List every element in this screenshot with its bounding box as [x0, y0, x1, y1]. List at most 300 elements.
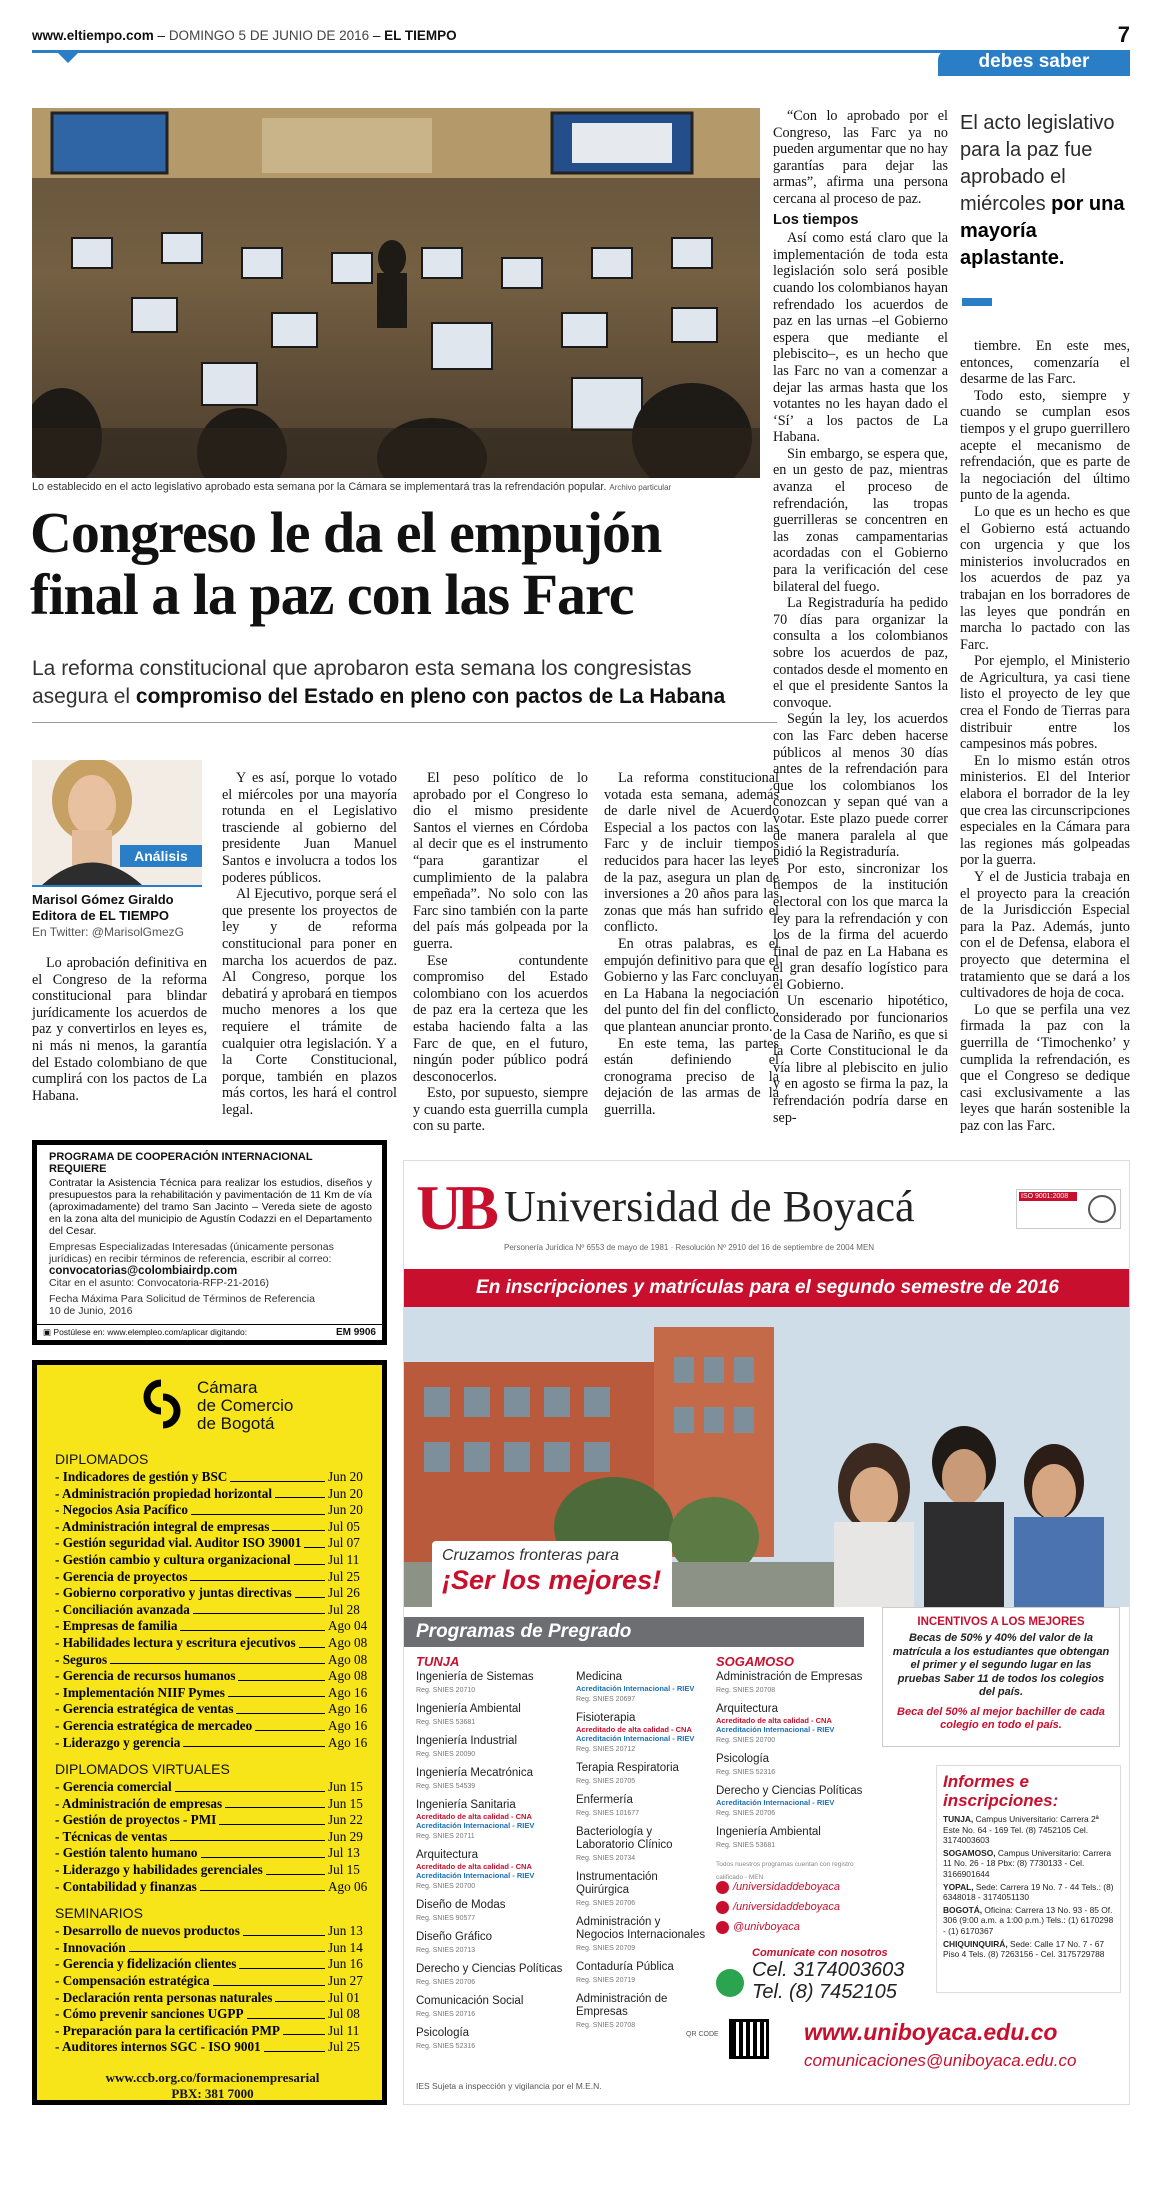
ccb-course-item[interactable]: [55, 1486, 370, 1503]
ccb-course-item[interactable]: [55, 1956, 370, 1973]
ub-program-name: Medicina: [576, 1671, 623, 1683]
section-tab: [938, 50, 1130, 76]
ub-program: [716, 1785, 876, 1820]
ccb-course-item[interactable]: [55, 1862, 370, 1879]
ub-program: [576, 1871, 706, 1910]
ub-program-reg: Reg. SNIES 54539: [416, 1783, 476, 1790]
ub-tel[interactable]: Tel. (8) 7452105: [752, 1981, 897, 2003]
uboyaca-ad: [403, 1160, 1130, 2105]
ub-info-detail: Oficina: Carrera 13 No. 93 - 85 Of. 306 (9:00 a.m. a 1:00 p.m.) Tels.: (1) 6170298 - (1) 6170367: [943, 1904, 1114, 1936]
header-pointer: [58, 53, 78, 63]
ccb-course-item[interactable]: [55, 1829, 370, 1846]
ccb-course-name: - Gestión cambio y cultura organizacional: [55, 1551, 291, 1567]
ub-info-detail: Campus Universitario: Carrera 11 No. 26 - 18 Pbx: (8) 7730133 - Cel. 3166901644: [943, 1847, 1112, 1879]
deck: [32, 655, 782, 711]
pull-quote-bar: [962, 298, 992, 306]
ccb-course-name: - Gerencia estratégica de mercadeo: [55, 1717, 253, 1733]
ccb-course-name: - Preparación para la certificación PMP: [55, 2022, 280, 2038]
ccb-course-name: - Negocios Asia Pacífico: [55, 1502, 188, 1518]
ub-tunja-list: [416, 1655, 566, 2059]
ub-info-detail: Sede: Calle 17 No. 7 - 67 Piso 4 Tels. (8) 7263156 - Cel. 3175729788: [943, 1938, 1105, 1960]
ub-program: [416, 1671, 566, 1697]
ub-program-name: Administración de Empresas: [576, 1993, 668, 2018]
ub-social-facebook[interactable]: [716, 1897, 926, 1917]
ccb-course-item[interactable]: [55, 1735, 370, 1752]
ub-cert-label: ISO 9001:2008: [1019, 1192, 1077, 1201]
author-role: Editora de EL TIEMPO: [32, 908, 170, 923]
classified-footer: [37, 1324, 382, 1340]
ccb-course-item[interactable]: [55, 1812, 370, 1829]
ub-social-twitter[interactable]: [716, 1917, 926, 1937]
ub-legal: Personería Jurídica Nº 6553 de mayo de 1981 · Resolución Nº 2910 del 16 de septiembre de 2004 MEN: [504, 1243, 875, 1252]
ccb-course-date: Ago 16: [328, 1701, 368, 1717]
ub-program-name: Arquitectura: [416, 1849, 479, 1861]
ccb-course-item[interactable]: [55, 1845, 370, 1862]
ccb-course-name: - Administración de empresas: [55, 1795, 223, 1811]
ccb-name-1: Cámara: [197, 1378, 258, 1397]
ccb-course-date: Jun 14: [328, 1939, 363, 1955]
ub-program-name: Diseño de Modas: [416, 1899, 506, 1911]
ccb-course-item[interactable]: [55, 2023, 370, 2040]
article-paragraph: Así como está claro que la implementación de toda esta legislación solo será posible cuando los colombianos hayan refrendado los acuerdos de paz en las urnas –el Gobierno espera que mediante el plebiscito–, es un hecho que las Farc no van a comenzar a dejar las armas hasta que los votantes no les hayan dado el ‘Sí’ a los pactos de La Habana.: [773, 230, 948, 446]
ub-program-reg: Reg. SNIES 90577: [416, 1915, 476, 1922]
ccb-course-date: Jul 01: [328, 1989, 360, 2005]
ub-program-reg: Reg. SNIES 20700: [716, 1737, 776, 1744]
ub-info-detail: Campus Universitario: Carrera 2ª Este No. 64 - 169 Tel. (8) 7452105 Cel. 3174003603: [943, 1814, 1099, 1846]
article-paragraph: tiembre. En este mes, entonces, comenzaría el desarme de las Farc.: [960, 338, 1130, 388]
ub-sogamoso-note: Todos nuestros programas cuentan con registro calificado - MEN: [716, 1861, 854, 1881]
ccb-course-item[interactable]: [55, 1879, 370, 1896]
ccb-course-name: - Auditores internos SGC - ISO 9001: [55, 2039, 261, 2055]
ub-qr: [729, 2019, 769, 2059]
ccb-pbx: PBX: 381 7000: [171, 2086, 254, 2101]
ccb-course-item[interactable]: [55, 2006, 370, 2023]
ub-program: [576, 1762, 706, 1788]
ccb-course-name: - Seguros: [55, 1651, 108, 1667]
ub-program-name: Enfermería: [576, 1794, 633, 1806]
ccb-course-name: - Innovación: [55, 1939, 126, 1955]
ub-program-reg: Reg. SNIES 20700: [416, 1883, 476, 1890]
ccb-course-date: Jul 26: [328, 1585, 360, 1601]
ub-info: [936, 1765, 1121, 1993]
ccb-section-title: DIPLOMADOS: [55, 1451, 149, 1467]
ccb-course-name: - Técnicas de ventas: [55, 1828, 168, 1844]
ccb-course-item[interactable]: [55, 1569, 370, 1586]
ccb-course-item[interactable]: [55, 1469, 370, 1486]
article-col-4: [604, 770, 779, 1118]
deck-line-2a: asegura el: [32, 685, 131, 708]
ccb-course-date: Ago 16: [328, 1684, 368, 1700]
ccb-course-date: Ago 06: [328, 1878, 368, 1894]
ccb-url[interactable]: www.ccb.org.co/formacionempresarial: [105, 2070, 320, 2085]
classified-email[interactable]: convocatorias@colombiairdp.com: [49, 1265, 238, 1277]
byline: [32, 892, 212, 940]
ub-incentives-1: Becas de 50% y 40% del valor de la matrícula a los estudiantes que obtengan el primer y el segundo lugar en las pruebas Saber 11 de todos los colegios del país.: [892, 1632, 1110, 1698]
article-paragraph: Y es así, porque lo votado el miércoles por una mayoría rotunda en el Legislativo trasciende al gobierno del presidente Juan Manuel Santos e involucra a todos los poderes públicos.: [222, 770, 397, 886]
ccb-course-list: [55, 1451, 370, 2056]
ub-program: [576, 1712, 706, 1756]
article-paragraph: En lo mismo están otros ministerios. El del Interior elabora el borrador de la ley que crea las circunscripciones especiales en la Cámara para las regiones más golpeadas por la guerra.: [960, 752, 1130, 869]
ccb-course-name: - Gestión seguridad vial. Auditor ISO 39001: [55, 1535, 302, 1551]
ub-info-city: TUNJA,: [943, 1814, 974, 1824]
ccb-course-item[interactable]: [55, 1701, 370, 1718]
ub-cert: [1016, 1189, 1121, 1229]
ub-info-item: [943, 1905, 1114, 1937]
ub-banner-text: En inscripciones y matrículas para el segundo semestre de 2016: [476, 1277, 1059, 1298]
ub-program: [716, 1703, 876, 1747]
issue-date: DOMINGO 5 DE JUNIO DE 2016: [168, 28, 370, 43]
ub-banner: [404, 1269, 1130, 1307]
ccb-course-date: Jul 08: [328, 2006, 360, 2022]
article-paragraph: Y el de Justicia trabaja en el proyecto para la creación de la Jurisdicción Especial para la Paz. Además, junto con el de Defensa, elabora el proyecto que determina el tratamiento que se dará a los cultivadores de hoja de coca.: [960, 869, 1130, 1002]
ccb-course-item[interactable]: [55, 1535, 370, 1552]
ccb-course-item[interactable]: [55, 1668, 370, 1685]
analysis-tag-label: Análisis: [134, 848, 188, 864]
article-col-1: [32, 955, 207, 1104]
ub-program-reg: Reg. SNIES 20090: [416, 1751, 476, 1758]
facebook-icon: [716, 1901, 729, 1914]
ub-program-name: Comunicación Social: [416, 1995, 524, 2007]
ub-sogamoso-list: [716, 1655, 876, 1884]
ub-program-name: Ingeniería Mecatrónica: [416, 1767, 533, 1779]
ccb-course-item[interactable]: [55, 2039, 370, 2056]
ub-program-reg: Reg. SNIES 20713: [416, 1947, 476, 1954]
classified-title: PROGRAMA DE COOPERACIÓN INTERNACIONAL REQUIERE: [49, 1151, 313, 1175]
ub-program: [576, 1916, 706, 1955]
ub-slogan-1: Cruzamos fronteras para: [442, 1547, 619, 1564]
ub-info-title-2: inscripciones:: [943, 1791, 1059, 1810]
ub-social-instagram-label: /universidaddeboyaca: [733, 1881, 841, 1893]
ub-program: [416, 1767, 566, 1793]
article-paragraph: Lo que se perfila una vez firmada la paz con la guerrilla de ‘Timochenko’ y cumplida la refrendación, es que el Congreso se dedique casi exclusivamente a las leyes que harán sostenible la paz con las Farc.: [960, 1001, 1130, 1134]
ub-qr-label: QR CODE: [686, 2031, 719, 2038]
ub-program-name: Ingeniería Ambiental: [716, 1826, 821, 1838]
ccb-course-item[interactable]: [55, 1940, 370, 1957]
ub-footer: IES Sujeta a inspección y vigilancia por el M.E.N.: [416, 2081, 602, 2091]
ub-program-accreditation: Acreditado de alta calidad - CNA: [716, 1716, 832, 1725]
paper-name: EL TIEMPO: [384, 28, 457, 43]
deck-line-2b: compromiso del Estado en pleno con pactos de La Habana: [135, 685, 726, 708]
ub-program-reg: Reg. SNIES 20705: [576, 1778, 636, 1785]
ccb-course-item[interactable]: [55, 1552, 370, 1569]
headline: [30, 502, 775, 626]
twitter-icon: [716, 1921, 729, 1934]
ub-web[interactable]: www.uniboyaca.edu.co: [804, 2019, 1058, 2045]
ccb-course-item[interactable]: [55, 1923, 370, 1940]
congress-photo-illustration: [32, 108, 760, 478]
ccb-course-date: Ago 08: [328, 1651, 368, 1667]
ub-email[interactable]: comunicaciones@uniboyaca.edu.co: [804, 2051, 1077, 2070]
ub-program-name: Contaduría Pública: [576, 1961, 674, 1973]
ub-slogan: [432, 1541, 672, 1611]
ub-program-reg: Reg. SNIES 20706: [716, 1810, 776, 1817]
ccb-course-item[interactable]: [55, 1618, 370, 1635]
ccb-course-date: Jun 20: [328, 1502, 363, 1518]
ub-program: [416, 1963, 566, 1989]
ccb-course-date: Jul 11: [328, 2022, 360, 2038]
ub-program-name: Administración y Negocios Internacionales: [576, 1916, 706, 1941]
ub-name: Universidad de Boyacá: [504, 1182, 915, 1231]
ccb-course-name: - Declaración renta personas naturales: [55, 1989, 273, 2005]
subhead-tiempos: Los tiempos: [773, 211, 859, 228]
ub-tunja-list-2: [576, 1671, 706, 2038]
ccb-name-2: de Comercio: [197, 1396, 294, 1415]
ccb-course-name: - Gestión talento humano: [55, 1845, 198, 1861]
ub-program: [416, 1735, 566, 1761]
ub-program-reg: Reg. SNIES 20734: [576, 1855, 636, 1862]
ub-program-name: Administración de Empresas: [716, 1671, 863, 1683]
ccb-course-date: Jun 15: [328, 1795, 363, 1811]
ub-program-name: Ingeniería de Sistemas: [416, 1671, 534, 1683]
article-paragraph: Ese contundente compromiso del Estado colombiano con los acuerdos de paz era la certeza que les estaba haciendo falta a las Farc de que, en el futuro, ningún poder público podrá desconocerlos.: [413, 952, 588, 1085]
ub-program-name: Derecho y Ciencias Políticas: [416, 1963, 563, 1975]
ub-program-reg: Reg. SNIES 52316: [716, 1769, 776, 1776]
ccb-section-title: DIPLOMADOS VIRTUALES: [55, 1761, 230, 1778]
ccb-course-date: Jun 20: [328, 1485, 363, 1501]
ccb-course-date: Jul 05: [328, 1518, 360, 1534]
article-paragraph: El peso político de lo aprobado por el Congreso lo dio el mismo presidente Santos el viernes en Córdoba al decir que es el instrumento “para garantizar el cumplimiento de la palabra empeñada”. No solo con las Farc sino también con la parte del país más golpeada por la guerra.: [413, 770, 588, 952]
ub-program: [416, 1703, 566, 1729]
author-twitter[interactable]: En Twitter: @MarisolGmezG: [32, 925, 184, 939]
ub-program-name: Derecho y Ciencias Políticas: [716, 1785, 863, 1797]
ccb-course-date: Jun 29: [328, 1828, 363, 1844]
ub-slogan-2: ¡Ser los mejores!: [442, 1565, 662, 1595]
certification-seal-icon: [1088, 1195, 1116, 1223]
article-paragraph: Todo esto, siempre y cuando se cumplan esos tiempos y el grupo guerrillero acepte el mecanismo de refrendación, que es parte de la negociación del último punto de la agenda.: [960, 387, 1130, 504]
ub-program-reg: Reg. SNIES 52316: [416, 2043, 476, 2050]
ccb-course-name: - Compensación estratégica: [55, 1973, 210, 1989]
classified-body2: Empresas Especializadas Interesadas (únicamente personas jurídicas) en recibir términos de referencia, escribir al correo:: [49, 1241, 334, 1265]
ccb-course-date: Jun 22: [328, 1812, 363, 1828]
pull-quote: [960, 110, 1130, 272]
ccb-logo-icon: [135, 1377, 189, 1431]
article-paragraph: Por ejemplo, el Ministerio de Agricultura, ya casi tiene listo el proyecto de ley que crea el Fondo de Tierras para distribuir entre los campesinos más pobres.: [960, 653, 1130, 753]
ub-logo: UB: [416, 1172, 493, 1243]
ub-program-name: Ingeniería Ambiental: [416, 1703, 521, 1715]
ccb-name-3: de Bogotá: [197, 1414, 275, 1433]
ub-program-name: Ingeniería Sanitaria: [416, 1799, 516, 1811]
ub-info-city: YOPAL,: [943, 1881, 974, 1892]
ccb-course-name: - Empresas de familia: [55, 1618, 178, 1634]
ub-social-facebook-label: /universidaddeboyaca: [733, 1901, 841, 1913]
article-paragraph: La reforma constitucional votada esta semana, además de darle nivel de Acuerdo Especial a los pactos con las Farc y de incluir tiempos reducidos para hacer las leyes de la paz, asegura un plan de inversiones a 20 años para las zonas que más han sufrido el conflicto.: [604, 770, 779, 936]
ub-program: [576, 1961, 706, 1987]
ub-program-accreditation: Acreditado de alta calidad - CNA: [576, 1725, 692, 1734]
article-paragraph: Por esto, sincronizar los tiempos de la institución electoral con los que marca la ley para la refrendación y con los de la firma del acuerdo final de paz en La Habana es el gran desafío logístico para el Gobierno.: [773, 860, 948, 993]
ub-program-accreditation: Acreditado de alta calidad - CNA: [416, 1862, 532, 1871]
ub-incentives-title: INCENTIVOS A LOS MEJORES: [917, 1616, 1085, 1628]
ub-program-name: Psicología: [716, 1753, 770, 1765]
ub-program-reg: Reg. SNIES 20716: [416, 2011, 476, 2018]
classified-deadline-date: 10 de Junio, 2016: [49, 1305, 133, 1317]
article-paragraph: Lo que es un hecho es que el Gobierno está actuando con urgencia y que los ministerios involucrados en los acuerdos de paz ya trabajan en los borradores de las leyes que pondrán en marcha lo pactado con las Farc.: [960, 503, 1130, 653]
ub-program-accreditation: Acreditado de alta calidad - CNA: [416, 1812, 532, 1821]
ccb-course-item[interactable]: [55, 1635, 370, 1652]
ccb-course-item[interactable]: [55, 1718, 370, 1735]
ccb-course-date: Ago 08: [328, 1668, 368, 1684]
ub-program: [416, 1995, 566, 2021]
ccb-ad: [32, 1360, 387, 2105]
ccb-course-date: Jun 13: [328, 1923, 363, 1939]
article-paragraph: Sin embargo, se espera que, en un gesto de paz, mientras avanza el proceso de refrendación, las tropas guerrilleras se concentren en las zonas campamentarias acordadas con el Gobierno para la verificación del cese bilateral del fuego.: [773, 445, 948, 595]
ccb-course-item[interactable]: [55, 1502, 370, 1519]
classified-deadline: Fecha Máxima Para Solicitud de Términos de Referencia: [49, 1293, 315, 1305]
ub-social: [716, 1877, 926, 1937]
article-col-3: [413, 770, 588, 1135]
ccb-course-item[interactable]: [55, 1990, 370, 2007]
ub-program: [576, 1794, 706, 1820]
author-rule: [32, 885, 202, 887]
ccb-course-name: - Habilidades lectura y escritura ejecutivos: [55, 1634, 296, 1650]
ub-tunja-title: TUNJA: [416, 1654, 460, 1669]
ub-cel[interactable]: Cel. 3174003603: [752, 1959, 905, 1981]
ub-program: [576, 1826, 706, 1865]
ub-program-name: Instrumentación Quirúrgica: [576, 1871, 658, 1896]
ccb-course-item[interactable]: [55, 1796, 370, 1813]
ccb-course-item[interactable]: [55, 1519, 370, 1536]
ccb-course-name: - Desarrollo de nuevos productos: [55, 1923, 240, 1939]
ub-info-detail: Sede: Carrera 19 No. 7 - 44 Tels.: (8) 6348018 - 3174051130: [943, 1881, 1114, 1903]
article-paragraph: En otras palabras, es el empujón definitivo para que el Gobierno y las Farc concluyan en La Habana la negociación del punto del fin del conflicto, que plantean anunciar pronto.: [604, 935, 779, 1035]
ub-incentives: [882, 1607, 1120, 1747]
ccb-course-name: - Cómo prevenir sanciones UGPP: [55, 2006, 244, 2022]
photo-caption: [32, 481, 772, 493]
ccb-course-item[interactable]: [55, 1652, 370, 1669]
author-name: Marisol Gómez Giraldo: [32, 892, 174, 907]
ccb-course-name: - Administración integral de empresas: [55, 1518, 270, 1534]
ub-program-name: Diseño Gráfico: [416, 1931, 493, 1943]
instagram-icon: [716, 1881, 729, 1894]
ccb-course-date: Jul 25: [328, 1568, 360, 1584]
ccb-course-date: Jul 13: [328, 1845, 360, 1861]
pull-quote-bold: por una mayoría aplastante.: [960, 193, 1125, 269]
ccb-course-date: Jun 16: [328, 1956, 363, 1972]
ub-program: [576, 1671, 706, 1706]
ub-program-accreditation: Acreditación Internacional - RIEV: [416, 1871, 535, 1880]
ccb-course-name: - Liderazgo y habilidades gerenciales: [55, 1862, 263, 1878]
ub-info-item: [943, 1882, 1114, 1903]
ub-program: [416, 1931, 566, 1957]
ccb-course-date: Ago 08: [328, 1634, 368, 1650]
article-paragraph: Al Ejecutivo, porque será el que presente los proyectos de ley y de reforma constitucional para poner en marcha los acuerdos de paz. Al Congreso, porque los debatirá y aprobará en tiempos mucho menores a los que requiere el trámite de cualquier otra legislación. Y a la Corte Constitucional, porque, también en plazos más cortos, les hará el control legal.: [222, 886, 397, 1118]
ub-program: [416, 1849, 566, 1893]
whatsapp-icon: [716, 1969, 744, 1997]
ccb-course-name: - Gobierno corporativo y juntas directivas: [55, 1585, 292, 1601]
ccb-course-date: Jun 20: [328, 1469, 363, 1484]
ub-social-instagram[interactable]: [716, 1877, 926, 1897]
ub-program: [416, 1799, 566, 1843]
article-paragraph: Según la ley, los acuerdos con las Farc deben hacerse públicos al menos 30 días antes de la refrendación para que los colombianos los conozcan y sepan qué van a votar. Este plazo puede correr de manera paralela al que pidió la Registraduría.: [773, 711, 948, 861]
ub-program-name: Fisioterapia: [576, 1712, 636, 1724]
ub-program-accreditation: Acreditación Internacional - RIEV: [416, 1821, 535, 1830]
ub-program-name: Psicología: [416, 2027, 470, 2039]
ub-program-reg: Reg. SNIES 20708: [716, 1687, 776, 1694]
ccb-course-date: Jun 27: [328, 1973, 363, 1989]
ccb-course-item[interactable]: [55, 1585, 370, 1602]
ccb-course-item[interactable]: [55, 1602, 370, 1619]
analysis-tag: [120, 845, 202, 867]
photo-credit: Archivo particular: [609, 483, 672, 492]
ccb-course-name: - Administración propiedad horizontal: [55, 1485, 273, 1501]
ccb-course-name: - Conciliación avanzada: [55, 1601, 190, 1617]
ub-program: [716, 1826, 876, 1852]
ccb-course-date: Jul 15: [328, 1862, 360, 1878]
section-label: debes saber: [978, 51, 1090, 72]
ccb-course-item[interactable]: [55, 1685, 370, 1702]
ub-program-reg: Reg. SNIES 20708: [576, 2022, 636, 2029]
ub-program-name: Ingeniería Industrial: [416, 1735, 518, 1747]
ub-program-reg: Reg. SNIES 20711: [416, 1833, 475, 1840]
ub-info-city: BOGOTÁ,: [943, 1904, 983, 1915]
ccb-course-name: - Contabilidad y finanzas: [55, 1878, 197, 1894]
ub-info-city: SOGAMOSO,: [943, 1847, 996, 1858]
ub-program-name: Arquitectura: [716, 1703, 779, 1715]
ccb-course-name: - Gerencia estratégica de ventas: [55, 1701, 234, 1717]
ub-program-reg: Reg. SNIES 20719: [576, 1977, 636, 1984]
ub-sogamoso-title: SOGAMOSO: [716, 1654, 795, 1669]
classified-apply[interactable]: Postúlese en: www.elempleo.com/aplicar digitando:: [53, 1327, 248, 1337]
article-paragraph: La Registraduría ha pedido 70 días para organizar la consulta a los colombianos sobre los acuerdos de paz, contados desde el momento en el que el presidente Santos la convoque.: [773, 595, 948, 711]
ccb-course-name: - Gerencia comercial: [55, 1779, 172, 1795]
ub-program: [416, 1899, 566, 1925]
ub-program-reg: Reg. SNIES 20706: [576, 1900, 636, 1907]
ub-program-reg: Reg. SNIES 101677: [576, 1810, 640, 1817]
ccb-course-item[interactable]: [55, 1973, 370, 1990]
classified-code: EM 9906: [335, 1327, 376, 1338]
ub-info-item: [943, 1848, 1114, 1880]
ccb-course-name: - Gestión de proyectos - PMI: [55, 1812, 217, 1828]
ub-program: [716, 1753, 876, 1779]
ub-program-reg: Reg. SNIES 20710: [416, 1687, 476, 1694]
site-url[interactable]: www.eltiempo.com: [32, 28, 154, 43]
ccb-course-name: - Implementación NIIF Pymes: [55, 1684, 225, 1700]
ub-program-accreditation: Acreditación Internacional - RIEV: [576, 1734, 695, 1743]
ccb-course-date: Jul 11: [328, 1551, 360, 1567]
ccb-course-date: Jul 07: [328, 1535, 360, 1551]
ub-program-accreditation: Acreditación Internacional - RIEV: [576, 1684, 695, 1693]
ccb-course-item[interactable]: [55, 1779, 370, 1796]
page-header: www.eltiempo.com – DOMINGO 5 DE JUNIO DE 2016 – EL TIEMPO 7: [32, 22, 1130, 47]
ub-program-reg: Reg. SNIES 20709: [576, 1945, 636, 1952]
article-paragraph: Esto, por supuesto, siempre y cuando esta guerrilla cumpla con su parte.: [413, 1085, 588, 1135]
ccb-course-name: - Liderazgo y gerencia: [55, 1734, 181, 1750]
ub-programs-bar: [404, 1617, 864, 1647]
ccb-logo: [135, 1373, 370, 1441]
ccb-course-date: Jun 15: [328, 1779, 363, 1795]
ub-program: [716, 1671, 876, 1697]
ub-info-title-1: Informes e: [943, 1772, 1029, 1791]
article-col-6: [960, 338, 1130, 1135]
ub-program: [576, 1993, 706, 2032]
pull-quote-lead: El acto legislativo para la paz fue aprobado el miércoles: [960, 112, 1115, 215]
ccb-course-name: - Indicadores de gestión y BSC: [55, 1469, 228, 1484]
article-col-5: [773, 108, 948, 1126]
classified-subject: Citar en el asunto: Convocatoria-RFP-21-2016): [49, 1277, 270, 1289]
ub-program-reg: Reg. SNIES 53681: [716, 1842, 776, 1849]
ub-programs-title: Programas de Pregrado: [416, 1621, 632, 1642]
ub-contact: [716, 1947, 936, 2003]
ccb-course-date: Jul 25: [328, 2039, 360, 2055]
ub-contact-label: Comunícate con nosotros: [752, 1947, 888, 1959]
ub-program-name: Terapia Respiratoria: [576, 1762, 679, 1774]
ub-program: [416, 2027, 566, 2053]
ccb-course-date: Ago 16: [328, 1717, 368, 1733]
headline-line-1: Congreso le da el empujón: [30, 500, 662, 565]
ub-info-city: CHIQUINQUIRÁ,: [943, 1938, 1008, 1949]
article-col-2: [222, 770, 397, 1118]
ccb-course-date: Ago 04: [328, 1618, 368, 1634]
photo-caption-text: Lo establecido en el acto legislativo aprobado esta semana por la Cámara se implementará tras la refrendación popular.: [32, 481, 607, 493]
